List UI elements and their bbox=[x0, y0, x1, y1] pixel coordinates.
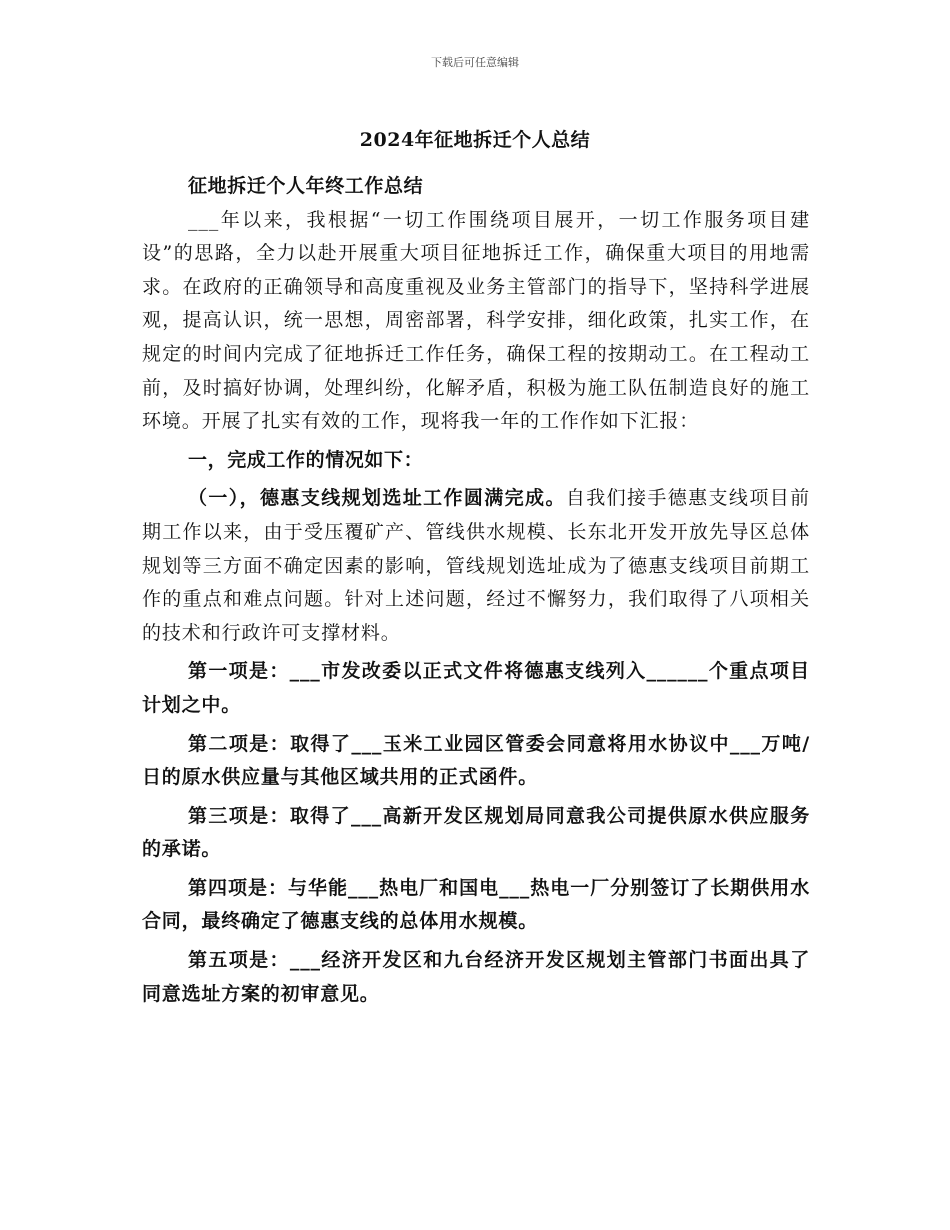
section-lead-bold: （一），德惠支线规划选址工作圆满完成。 bbox=[188, 487, 566, 510]
section-lead-text: 自我们接手德惠支线项目前期工作以来，由于受压覆矿产、管线供水规模、长东北开发开放先导区总体规划等三方面不确定因素的影响，管线规划选址成为了德惠支线项目前期工作的重点和难点问题。针对上述问题，经过不懈努力，我们取得了八项相关的技术和行政许可支撑材料。 bbox=[142, 487, 810, 644]
section-paragraph bbox=[142, 482, 810, 650]
list-item: 第三项是：取得了___高新开发区规划局同意我公司提供原水供应服务的承诺。 bbox=[142, 804, 810, 861]
document-title: 2024年征地拆迁个人总结 bbox=[359, 129, 591, 151]
document-subtitle: 征地拆迁个人年终工作总结 bbox=[188, 175, 424, 197]
header-note: 下载后可任意编辑 bbox=[431, 56, 519, 69]
section-heading: 一，完成工作的情况如下： bbox=[188, 448, 424, 471]
list-item: 第一项是：___市发改委以正式文件将德惠支线列入______个重点项目计划之中。 bbox=[142, 660, 810, 716]
list-item: 第五项是：___经济开发区和九台经济开发区规划主管部门书面出具了同意选址方案的初审意见。 bbox=[142, 949, 810, 1005]
document-body bbox=[142, 170, 810, 1016]
list-item: 第四项是：与华能___热电厂和国电___热电一厂分别签订了长期供用水合同，最终确定了德惠支线的总体用水规模。 bbox=[142, 876, 810, 933]
intro-paragraph: ___年以来，我根据“一切工作围绕项目展开，一切工作服务项目建设”的思路，全力以赴开展重大项目征地拆迁工作，确保重大项目的用地需求。在政府的正确领导和高度重视及业务主管部门的指导下，坚持科学进展观，提高认识，统一思想，周密部署，科学安排，细化政策，扎实工作，在规定的时间内完成了征地拆迁工作任务，确保工程的按期动工。在工程动工前，及时搞好协调，处理纠纷，化解矛盾，积极为施工队伍制造良好的施工环境。开展了扎实有效的工作，现将我一年的工作作如下汇报： bbox=[142, 208, 810, 433]
list-item: 第二项是：取得了___玉米工业园区管委会同意将用水协议中___万吨/日的原水供应量与其他区域共用的正式函件。 bbox=[142, 732, 810, 789]
